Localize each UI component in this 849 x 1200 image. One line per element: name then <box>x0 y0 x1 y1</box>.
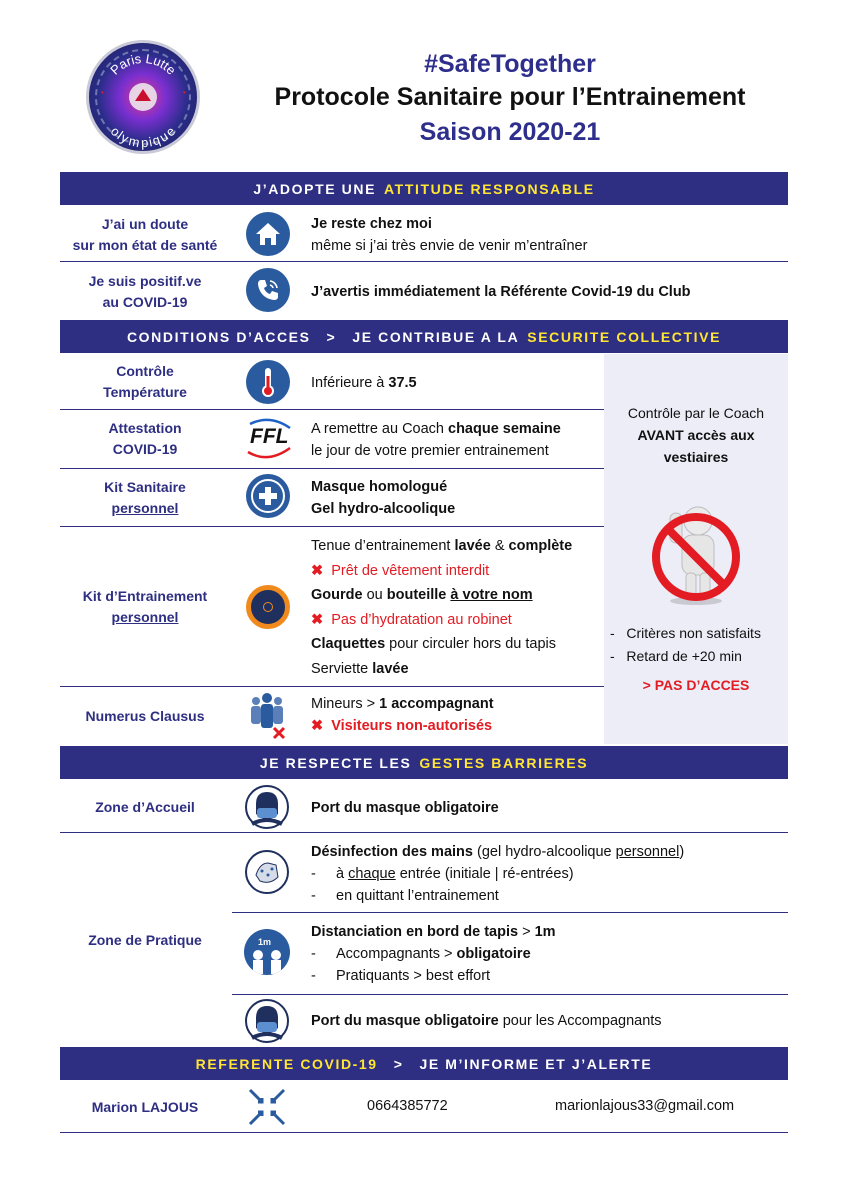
row-temperature-text <box>311 372 417 394</box>
row-numerus-label: Numerus Clausus <box>85 708 205 724</box>
section-referent-bar <box>60 1047 788 1080</box>
text-line: Masque homologué <box>311 479 448 495</box>
label-line: Kit d’Entrainement <box>82 588 208 604</box>
no-access-result: > PAS D’ACCES <box>642 677 750 693</box>
divider <box>60 526 604 527</box>
text-line: Serviette lavée <box>311 660 409 677</box>
bar-text: JE CONTRIBUE A LA <box>352 328 520 345</box>
cross-icon: ✖ <box>311 562 324 579</box>
text-line: - à chaque entrée (initiale | ré-entrées) <box>311 866 574 882</box>
text-line: même si j’ai très envie de venir m’entraîner <box>311 238 588 254</box>
distance-icon-label: 1m <box>258 937 272 947</box>
text-line: Tenue d’entrainement lavée & complète <box>311 538 573 554</box>
label-line: Attestation <box>108 420 182 436</box>
section-attitude-bar <box>60 172 788 205</box>
section-barrier-bar <box>60 746 788 779</box>
bar-separator: > <box>326 328 337 345</box>
row-numerus-text <box>311 693 494 737</box>
row-doubt-label <box>60 214 230 256</box>
row-kit-text <box>311 476 455 520</box>
text-line: Claquettes pour circuler hors du tapis <box>311 636 556 652</box>
divider <box>60 1132 788 1133</box>
temperature-value: 37.5 <box>388 375 417 391</box>
bar-highlight: GESTES BARRIERES <box>419 754 589 771</box>
section-access-bar <box>60 320 788 353</box>
row-attestation-text <box>311 418 561 462</box>
label-line: sur mon état de santé <box>72 237 218 253</box>
panel-line: AVANT accès aux <box>637 427 755 443</box>
phone-icon <box>246 268 290 312</box>
row-practice-label: Zone de Pratique <box>88 932 202 948</box>
thermometer-icon <box>246 360 290 404</box>
label-line: Contrôle <box>116 363 174 379</box>
coach-control-panel <box>604 354 788 744</box>
plus-icon <box>246 474 290 518</box>
criteria-item: - Retard de +20 min <box>610 648 742 664</box>
label-line: personnel <box>111 500 179 516</box>
divider <box>60 832 788 833</box>
cross-icon: ✖ <box>311 718 324 734</box>
text-line: Désinfection des mains (gel hydro-alcoolique personnel) <box>311 844 685 860</box>
row-practice-distance-text <box>311 921 556 987</box>
page-title: Protocole Sanitaire pour l’Entrainement <box>274 83 746 111</box>
referent-name: Marion LAJOUS <box>91 1099 199 1115</box>
divider <box>60 686 604 687</box>
panel-criteria <box>610 622 761 668</box>
text-line: Mineurs > 1 accompagnant <box>311 696 494 712</box>
label-line: au COVID-19 <box>102 294 188 310</box>
text-line: A remettre au Coach chaque semaine <box>311 421 561 437</box>
bar-text: JE RESPECTE LES <box>259 754 412 771</box>
row-training-kit-text <box>311 534 572 681</box>
divider <box>232 912 788 913</box>
row-reception-label: Zone d’Accueil <box>95 799 195 815</box>
text-line: Gourde ou bouteille à votre nom <box>311 587 533 603</box>
divider <box>60 261 788 262</box>
label-line: personnel <box>111 609 179 625</box>
label-line: Je suis positif.ve <box>88 273 202 289</box>
text-line: Gel hydro-alcoolique <box>311 501 456 517</box>
text-line: - Pratiquants > best effort <box>311 968 491 984</box>
bar-highlight: ATTITUDE RESPONSABLE <box>384 180 595 197</box>
row-reception-text: Port du masque obligatoire <box>311 800 499 816</box>
criteria-item: - Critères non satisfaits <box>610 625 761 641</box>
text-line: Je reste chez moi <box>311 216 432 232</box>
bar-text: JE M’INFORME ET J’ALERTE <box>419 1055 653 1072</box>
row-practice-mask-text: Port du masque obligatoire pour les Accompagnants <box>311 1013 662 1029</box>
label-line: J’ai un doute <box>101 216 189 232</box>
divider <box>60 409 604 410</box>
text-part: Inférieure à <box>311 375 389 391</box>
ffl-logo <box>244 416 294 462</box>
text-line: le jour de votre premier entrainement <box>311 443 549 459</box>
logo-text-top: Paris Lutte <box>107 50 179 78</box>
mat-icon <box>246 585 290 629</box>
season-title: Saison 2020-21 <box>419 118 601 146</box>
row-training-kit-label <box>60 586 230 628</box>
text-line: Distanciation en bord de tapis > 1m <box>311 924 556 940</box>
bar-highlight: REFERENTE COVID-19 <box>195 1055 378 1072</box>
panel-line: Contrôle par le Coach <box>627 405 765 421</box>
no-entry-icon <box>648 497 744 605</box>
text-line: - en quittant l’entrainement <box>311 888 499 904</box>
divider <box>60 468 604 469</box>
label-line: COVID-19 <box>112 441 178 457</box>
group-icon <box>246 692 290 745</box>
text-line: ✖ Visiteurs non-autorisés <box>311 718 493 734</box>
logo-text-bottom: olympique <box>107 123 179 151</box>
panel-heading <box>604 402 788 468</box>
arrows-in-icon <box>248 1088 286 1131</box>
row-positive-text: J’avertis immédiatement la Référente Covid-19 du Club <box>311 284 691 300</box>
bar-text: J’ADOPTE UNE <box>253 180 377 197</box>
club-logo <box>86 40 200 154</box>
divider <box>232 994 788 995</box>
row-attestation-label <box>60 418 230 460</box>
hand-sanitize-icon <box>244 849 290 900</box>
text-line: - Accompagnants > obligatoire <box>311 946 531 962</box>
text-line: ✖ Pas d’hydratation au robinet <box>311 611 512 628</box>
bar-text: CONDITIONS D’ACCES <box>126 328 311 345</box>
cross-icon: ✖ <box>311 611 324 628</box>
text-line: ✖ Prêt de vêtement interdit <box>311 562 490 579</box>
ffl-logo-text: FFL <box>250 425 289 448</box>
row-temperature-label <box>60 361 230 403</box>
row-doubt-text <box>311 213 587 257</box>
row-practice-hands-text <box>311 841 684 907</box>
row-positive-label <box>60 271 230 313</box>
house-icon <box>246 212 290 256</box>
bar-separator: > <box>393 1055 404 1072</box>
mask-icon <box>244 784 290 835</box>
row-kit-label <box>60 477 230 519</box>
panel-line: vestiaires <box>663 449 729 465</box>
label-line: Température <box>103 384 187 400</box>
bar-highlight: SECURITE COLLECTIVE <box>527 328 722 345</box>
referent-email[interactable]: marionlajous33@gmail.com <box>555 1098 735 1114</box>
logo-emblem <box>89 43 197 151</box>
label-line: Kit Sanitaire <box>104 479 186 495</box>
mask-icon <box>244 998 290 1049</box>
hashtag-title: #SafeTogether <box>424 50 596 78</box>
referent-phone[interactable]: 0664385772 <box>367 1098 448 1114</box>
distance-icon <box>244 929 290 975</box>
